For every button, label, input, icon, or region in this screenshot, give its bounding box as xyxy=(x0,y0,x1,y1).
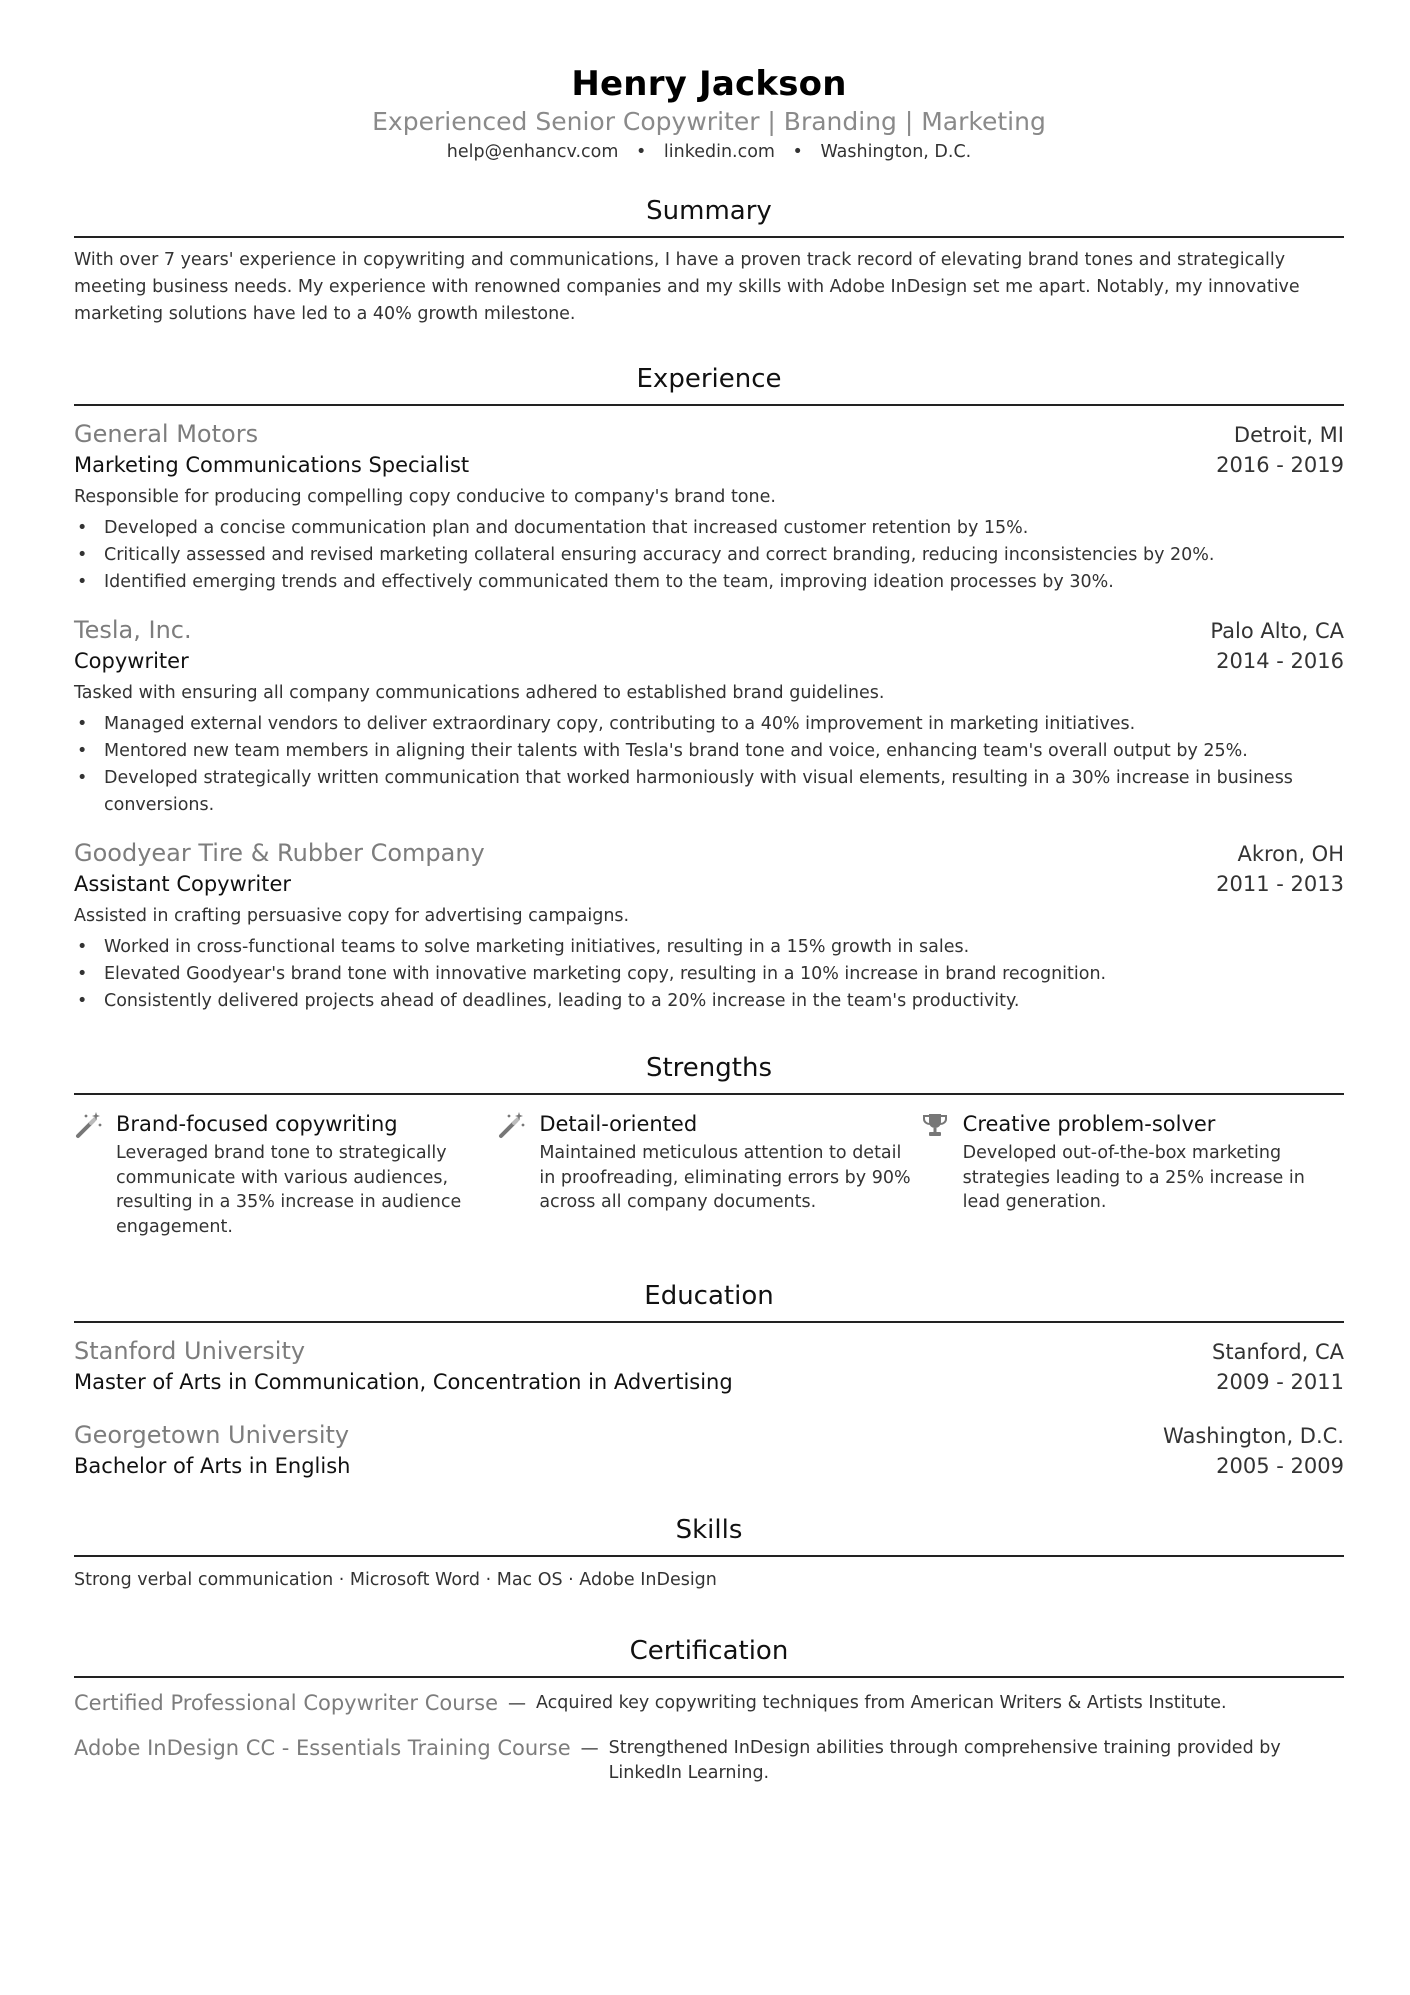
strength-item xyxy=(74,1109,497,1239)
education-degree: Bachelor of Arts in English xyxy=(74,1454,351,1478)
job-role: Copywriter xyxy=(74,649,189,673)
education-school: Georgetown University xyxy=(74,1421,350,1449)
job-dates: 2016 - 2019 xyxy=(1216,453,1344,477)
job-bullet: • Mentored new team members in aligning their talents with Tesla's brand tone and voice, enhancing team's overall output by 25%. xyxy=(74,738,1344,765)
job-bullet: • Identified emerging trends and effectively communicated them to the team, improving ideation processes by 30%. xyxy=(74,569,1344,596)
education-location: Stanford, CA xyxy=(1212,1340,1344,1364)
job-bullet: • Worked in cross-functional teams to solve marketing initiatives, resulting in a 15% growth in sales. xyxy=(74,934,1344,961)
experience-section xyxy=(74,362,1344,1015)
skills-text: Strong verbal communication · Microsoft Word · Mac OS · Adobe InDesign xyxy=(74,1570,717,1590)
strengths-section xyxy=(74,1051,1344,1239)
contact-email[interactable]: help@enhancv.com xyxy=(446,142,619,162)
strength-description: Maintained meticulous attention to detail in proofreading, eliminating errors by 90% across all company documents. xyxy=(539,1143,911,1212)
job-entry xyxy=(74,837,1344,1015)
contact-line xyxy=(74,140,1344,164)
job-location: Palo Alto, CA xyxy=(1210,619,1344,643)
job-bullet: • Managed external vendors to deliver extraordinary copy, contributing to a 40% improvement in marketing initiatives. xyxy=(74,711,1344,738)
education-heading: Education xyxy=(74,1279,1344,1323)
certification-description: Acquired key copywriting techniques from American Writers & Artists Institute. xyxy=(536,1693,1227,1713)
education-entry xyxy=(74,1335,1344,1397)
education-entry xyxy=(74,1419,1344,1481)
job-company: Tesla, Inc. xyxy=(74,616,192,644)
certification-section xyxy=(74,1634,1344,1786)
job-dates: 2011 - 2013 xyxy=(1216,872,1344,896)
contact-linkedin[interactable]: linkedin.com xyxy=(663,142,775,162)
contact-separator: • xyxy=(792,142,803,162)
certification-name: Certified Professional Copywriter Course xyxy=(74,1691,499,1715)
job-bullet: • Developed a concise communication plan and documentation that increased customer retention by 15%. xyxy=(74,515,1344,542)
resume-content xyxy=(74,0,1344,1786)
job-role: Assistant Copywriter xyxy=(74,872,292,896)
job-bullet: • Consistently delivered projects ahead of deadlines, leading to a 20% increase in the team's productivity. xyxy=(74,988,1344,1015)
summary-section xyxy=(74,194,1344,328)
education-location: Washington, D.C. xyxy=(1163,1424,1344,1448)
strength-item xyxy=(497,1109,920,1239)
education-degree: Master of Arts in Communication, Concentration in Advertising xyxy=(74,1370,733,1394)
job-entry xyxy=(74,614,1344,819)
candidate-name: Henry Jackson xyxy=(571,64,847,104)
education-dates: 2005 - 2009 xyxy=(1216,1454,1344,1478)
magic-wand-icon xyxy=(74,1109,116,1239)
job-location: Detroit, MI xyxy=(1233,423,1344,447)
strength-item xyxy=(921,1109,1344,1239)
certification-entry xyxy=(74,1735,1344,1786)
summary-heading: Summary xyxy=(74,194,1344,238)
job-bullet: • Developed strategically written communication that worked harmoniously with visual elements, resulting in a 30% increase in business conversions. xyxy=(74,765,1344,819)
contact-location: Washington, D.C. xyxy=(820,142,972,162)
certification-entry xyxy=(74,1690,1344,1717)
candidate-title: Experienced Senior Copywriter | Branding | Marketing xyxy=(372,107,1046,136)
contact-separator: • xyxy=(635,142,647,162)
certification-heading: Certification xyxy=(74,1634,1344,1678)
job-role: Marketing Communications Specialist xyxy=(74,453,470,477)
job-bullets xyxy=(74,515,1344,596)
certification-description: Strengthened InDesign abilities through comprehensive training provided by LinkedIn Learning. xyxy=(608,1738,1281,1783)
job-entry xyxy=(74,418,1344,596)
education-school: Stanford University xyxy=(74,1337,306,1365)
strength-title: Creative problem-solver xyxy=(962,1112,1216,1136)
job-description: Tasked with ensuring all company communications adhered to established brand guidelines. xyxy=(74,683,885,703)
summary-text: With over 7 years' experience in copywriting and communications, I have a proven track record of elevating brand tones and strategically meeting business needs. My experience with renowned companies and my skills with Adobe InDesign set me apart. Notably, my innovative marketing solutions have led to a 40% growth milestone. xyxy=(74,250,1300,324)
strength-title: Detail-oriented xyxy=(539,1112,698,1136)
job-dates: 2014 - 2016 xyxy=(1216,649,1344,673)
job-bullets xyxy=(74,934,1344,1015)
resume-header xyxy=(74,0,1344,164)
strength-description: Developed out-of-the-box marketing strategies leading to a 25% increase in lead generation. xyxy=(962,1143,1305,1212)
education-dates: 2009 - 2011 xyxy=(1216,1370,1344,1394)
job-company: Goodyear Tire & Rubber Company xyxy=(74,839,485,867)
skills-heading: Skills xyxy=(74,1513,1344,1557)
strength-description: Leveraged brand tone to strategically communicate with various audiences, resulting in a 35% increase in audience engagement. xyxy=(116,1143,462,1237)
job-description: Assisted in crafting persuasive copy for advertising campaigns. xyxy=(74,906,630,926)
certification-dash: — xyxy=(508,1693,527,1714)
job-company: General Motors xyxy=(74,420,259,448)
magic-wand-icon xyxy=(497,1109,539,1239)
experience-heading: Experience xyxy=(74,362,1344,406)
certification-name: Adobe InDesign CC - Essentials Training Course xyxy=(74,1736,571,1760)
skills-section xyxy=(74,1513,1344,1594)
certification-dash: — xyxy=(580,1738,599,1759)
trophy-icon xyxy=(921,1109,963,1239)
strengths-heading: Strengths xyxy=(74,1051,1344,1095)
job-bullet: • Elevated Goodyear's brand tone with innovative marketing copy, resulting in a 10% increase in brand recognition. xyxy=(74,961,1344,988)
job-location: Akron, OH xyxy=(1237,842,1344,866)
strengths-list xyxy=(74,1109,1344,1239)
strength-title: Brand-focused copywriting xyxy=(116,1112,398,1136)
job-bullets xyxy=(74,711,1344,819)
job-bullet: • Critically assessed and revised marketing collateral ensuring accuracy and correct branding, reducing inconsistencies by 20%. xyxy=(74,542,1344,569)
education-section xyxy=(74,1279,1344,1481)
job-description: Responsible for producing compelling copy conducive to company's brand tone. xyxy=(74,487,776,507)
